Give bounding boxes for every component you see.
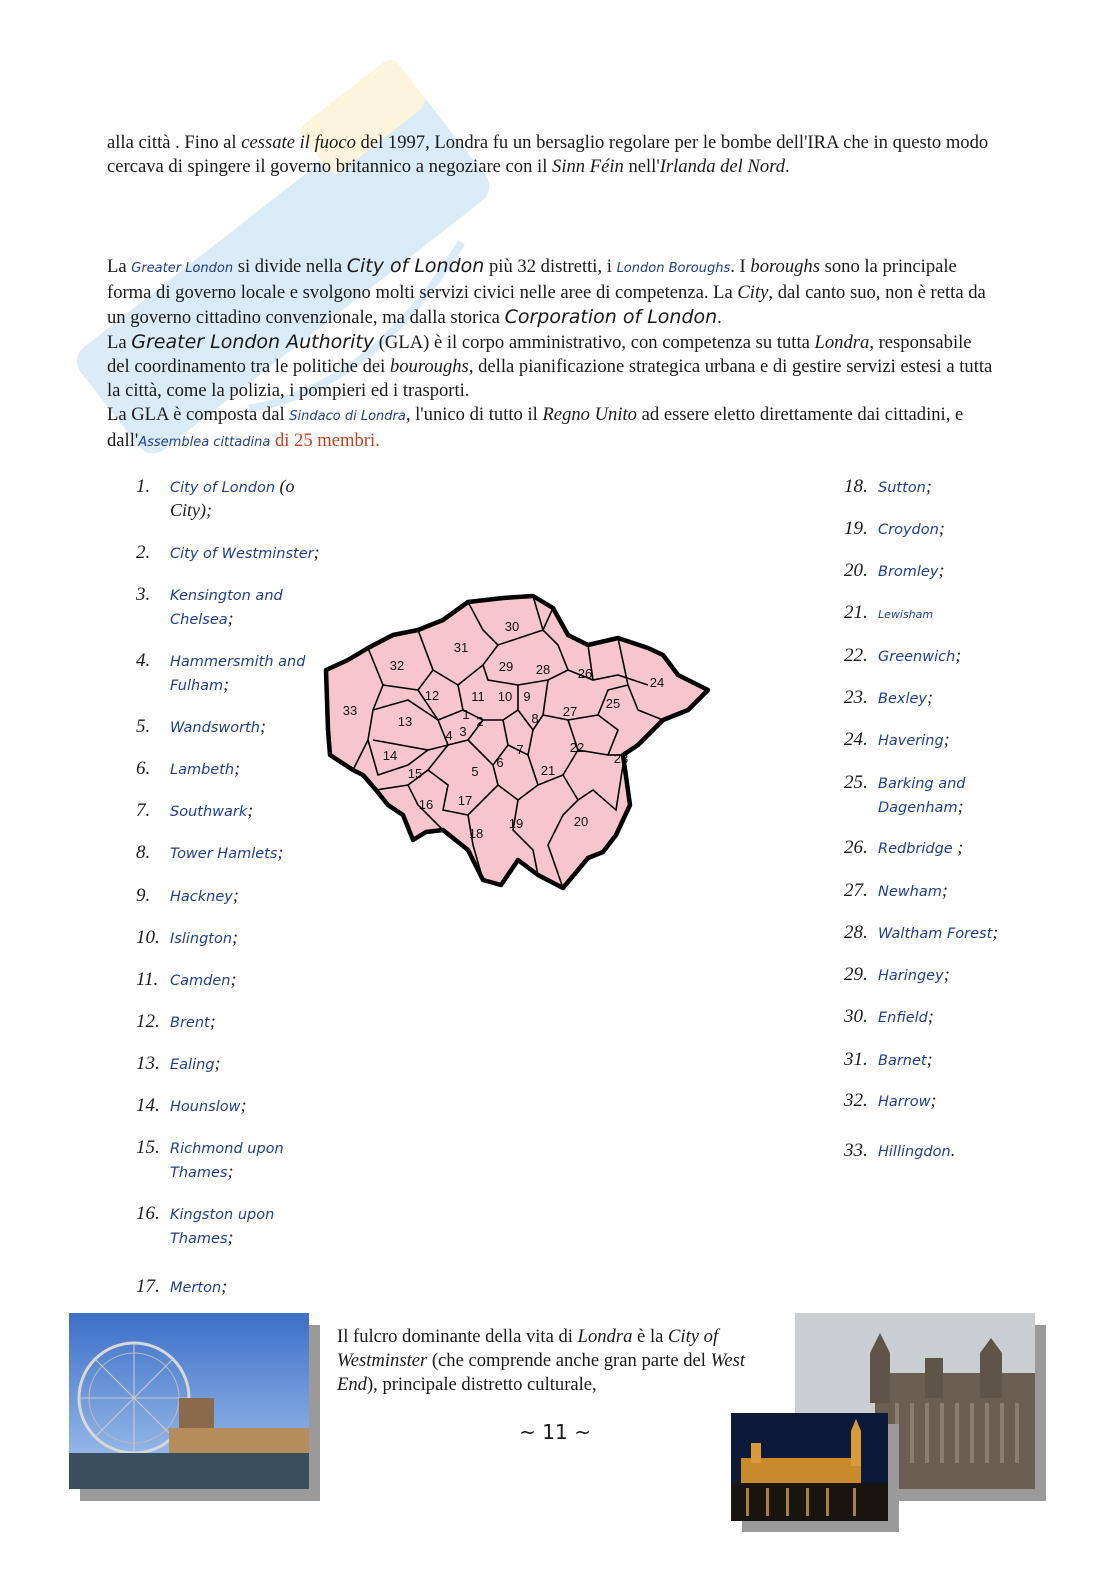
parliament-night-photo bbox=[731, 1413, 888, 1521]
map-label: 25 bbox=[605, 696, 621, 711]
borough-suffix: ; bbox=[925, 476, 932, 496]
map-label: 17 bbox=[457, 793, 473, 808]
map-label: 20 bbox=[573, 814, 589, 829]
borough-link[interactable]: Enfield bbox=[878, 1010, 928, 1026]
map-label: 32 bbox=[389, 658, 405, 673]
list-number: 22. bbox=[844, 645, 868, 666]
list-number: 17. bbox=[136, 1276, 160, 1297]
borough-suffix: ; bbox=[209, 1011, 216, 1031]
list-number: 28. bbox=[844, 922, 868, 943]
map-label: 30 bbox=[504, 619, 520, 634]
borough-suffix: ; bbox=[926, 1049, 933, 1069]
list-number: 9. bbox=[136, 885, 151, 906]
borough-link[interactable]: Southwark bbox=[170, 804, 248, 820]
list-number: 1. bbox=[136, 476, 151, 497]
list-number: 10. bbox=[136, 927, 160, 948]
map-label: 12 bbox=[424, 688, 440, 703]
list-number: 30. bbox=[844, 1006, 868, 1027]
list-number: 13. bbox=[136, 1053, 160, 1074]
borough-suffix: ; bbox=[926, 687, 933, 707]
borough-link[interactable]: Wandsworth bbox=[170, 720, 260, 736]
map-label: 3 bbox=[459, 724, 467, 739]
london-boroughs-link[interactable]: London Boroughs bbox=[616, 261, 731, 276]
list-number: 27. bbox=[844, 880, 868, 901]
borough-suffix: ; bbox=[952, 837, 964, 857]
list-number: 29. bbox=[844, 964, 868, 985]
borough-suffix: ; bbox=[957, 796, 964, 816]
list-number: 4. bbox=[136, 650, 151, 671]
map-label: 23 bbox=[613, 751, 629, 766]
borough-suffix: ; bbox=[214, 1053, 221, 1073]
governance-paragraph: La Greater London si divide nella City of London più 32 distretti, i London Boroughs. I boroughs sono la principale forma di governo locale e svolgono molti servizi civici nelle aree di competenza. La City, dal canto suo, non è retta da un governo cittadino convenzionale, ma dalla storica Corporation of London. La Greater London Authority (GLA) è il corpo amministrativo, con competenza su tutta Londra, responsabile del coordinamento tra le politiche dei bouroughs, della pianificazione strategica urbana e di gestire servizi estesi a tutta la città, come la polizia, i pompieri ed i trasporti. La GLA è composta dal Sindaco di Londra, l'unico di tutto il Regno Unito ad essere eletto direttamente dai cittadini, e dall'Assemblea cittadina di 25 membri. bbox=[107, 255, 993, 451]
list-number: 32. bbox=[844, 1090, 868, 1111]
borough-link[interactable]: Haringey bbox=[878, 968, 944, 984]
map-label: 16 bbox=[418, 797, 434, 812]
borough-suffix: ; bbox=[992, 922, 999, 942]
borough-suffix: ; bbox=[943, 964, 950, 984]
map-label: 8 bbox=[531, 711, 539, 726]
map-label: 15 bbox=[407, 766, 423, 781]
map-label: 33 bbox=[342, 703, 358, 718]
borough-suffix: ; bbox=[313, 542, 320, 562]
borough-suffix: ; bbox=[259, 716, 266, 736]
borough-link[interactable]: Brent bbox=[170, 1015, 210, 1031]
list-number: 5. bbox=[136, 716, 151, 737]
caption-paragraph: Il fulcro dominante della vita di Londra è la City of Westminster (che comprende anche gran parte del West End), principale distretto culturale, bbox=[337, 1326, 746, 1395]
borough-link[interactable]: Richmond upon Thames bbox=[170, 1141, 284, 1181]
map-label: 13 bbox=[397, 714, 413, 729]
map-label: 31 bbox=[453, 640, 469, 655]
list-number: 18. bbox=[844, 476, 868, 497]
borough-suffix: (o City); bbox=[170, 476, 295, 520]
borough-suffix: ; bbox=[221, 1276, 228, 1296]
borough-link[interactable]: Croydon bbox=[878, 522, 939, 538]
map-label: 26 bbox=[577, 666, 593, 681]
borough-suffix: ; bbox=[938, 518, 945, 538]
map-label: 4 bbox=[445, 728, 453, 743]
borough-suffix: ; bbox=[955, 645, 962, 665]
map-label: 22 bbox=[569, 740, 585, 755]
list-number: 25. bbox=[844, 772, 868, 793]
map-label: 29 bbox=[498, 659, 514, 674]
map-label: 11 bbox=[471, 689, 485, 704]
borough-suffix: ; bbox=[223, 674, 230, 694]
assemblea-link[interactable]: Assemblea cittadina bbox=[138, 435, 271, 450]
list-number: 31. bbox=[844, 1049, 868, 1070]
borough-link[interactable]: Ealing bbox=[170, 1057, 215, 1073]
map-label: 28 bbox=[535, 662, 551, 677]
borough-link[interactable]: Redbridge bbox=[878, 841, 953, 857]
borough-link[interactable]: Camden bbox=[170, 973, 231, 989]
map-label: 1 bbox=[462, 707, 470, 722]
intro-paragraph: alla città . Fino al cessate il fuoco del 1997, Londra fu un bersaglio regolare per le bombe dell'IRA che in questo modo cercava di spingere il governo britannico a negoziare con il Sinn Féin nell'Irlanda del Nord. bbox=[107, 132, 989, 177]
list-number: 24. bbox=[844, 729, 868, 750]
list-number: 8. bbox=[136, 842, 151, 863]
list-number: 20. bbox=[844, 560, 868, 581]
map-label: 27 bbox=[562, 704, 578, 719]
borough-link[interactable]: Bexley bbox=[878, 691, 927, 707]
list-number: 3. bbox=[136, 584, 151, 605]
borough-suffix: ; bbox=[927, 1006, 934, 1026]
borough-suffix: ; bbox=[930, 1090, 937, 1110]
borough-link[interactable]: Kingston upon Thames bbox=[170, 1207, 275, 1247]
london-boroughs-map bbox=[318, 590, 718, 900]
map-label: 14 bbox=[382, 748, 398, 763]
borough-link[interactable]: Barking and Dagenham bbox=[878, 776, 966, 816]
borough-suffix: ; bbox=[234, 758, 241, 778]
list-number: 11. bbox=[136, 969, 159, 990]
borough-suffix: . bbox=[950, 1140, 956, 1160]
borough-suffix: ; bbox=[938, 560, 945, 580]
borough-suffix: ; bbox=[232, 927, 239, 947]
map-label: 9 bbox=[523, 689, 531, 704]
borough-link[interactable]: Barnet bbox=[878, 1053, 927, 1069]
page-number: ~ 11 ~ bbox=[519, 1420, 591, 1444]
borough-suffix: ; bbox=[943, 729, 950, 749]
borough-suffix: ; bbox=[227, 608, 234, 628]
borough-link[interactable]: Sutton bbox=[878, 480, 926, 496]
map-label: 10 bbox=[497, 689, 513, 704]
borough-link[interactable]: Islington bbox=[170, 931, 233, 947]
borough-suffix: ; bbox=[230, 969, 237, 989]
borough-link[interactable]: Hillingdon bbox=[878, 1144, 951, 1160]
sindaco-link[interactable]: Sindaco di Londra bbox=[289, 409, 406, 424]
list-number: 19. bbox=[844, 518, 868, 539]
list-number: 6. bbox=[136, 758, 151, 779]
borough-link[interactable]: Greenwich bbox=[878, 649, 956, 665]
borough-link[interactable]: Lambeth bbox=[170, 762, 235, 778]
list-number: 23. bbox=[844, 687, 868, 708]
borough-link[interactable]: Kensington and Chelsea bbox=[170, 588, 283, 628]
borough-suffix: ; bbox=[227, 1161, 234, 1181]
map-label: 5 bbox=[471, 764, 479, 779]
borough-link[interactable]: City of Westminster bbox=[170, 546, 314, 562]
borough-link[interactable]: Hackney bbox=[170, 889, 233, 905]
borough-suffix: ; bbox=[277, 842, 284, 862]
map-label: 2 bbox=[476, 714, 484, 729]
list-number: 16. bbox=[136, 1203, 160, 1224]
borough-link[interactable]: Havering bbox=[878, 733, 944, 749]
list-number: 7. bbox=[136, 800, 151, 821]
map-label: 19 bbox=[508, 816, 524, 831]
borough-suffix: ; bbox=[240, 1095, 247, 1115]
borough-suffix: ; bbox=[941, 880, 948, 900]
list-number: 21. bbox=[844, 602, 868, 623]
map-label: 6 bbox=[496, 755, 504, 770]
borough-link[interactable]: Hammersmith and Fulham bbox=[170, 654, 306, 694]
borough-link[interactable]: Bromley bbox=[878, 564, 939, 580]
list-number: 15. bbox=[136, 1137, 160, 1158]
map-label: 24 bbox=[649, 675, 665, 690]
map-label: 18 bbox=[468, 826, 484, 841]
map-label: 21 bbox=[540, 763, 556, 778]
greater-london-link[interactable]: Greater London bbox=[131, 261, 234, 276]
borough-link[interactable]: Merton bbox=[170, 1280, 222, 1296]
borough-link[interactable]: Lewisham bbox=[878, 608, 934, 621]
list-number: 14. bbox=[136, 1095, 160, 1116]
list-number: 33. bbox=[844, 1140, 868, 1161]
borough-suffix: ; bbox=[227, 1227, 234, 1247]
list-number: 2. bbox=[136, 542, 151, 563]
borough-link[interactable]: Hounslow bbox=[170, 1099, 241, 1115]
borough-link[interactable]: Tower Hamlets bbox=[170, 846, 278, 862]
list-number: 26. bbox=[844, 837, 868, 858]
borough-link[interactable]: City of London bbox=[170, 480, 276, 496]
borough-suffix: ; bbox=[232, 885, 239, 905]
map-label: 7 bbox=[516, 742, 524, 757]
london-eye-photo bbox=[69, 1313, 309, 1489]
borough-link[interactable]: Harrow bbox=[878, 1094, 931, 1110]
borough-suffix: ; bbox=[247, 800, 254, 820]
borough-link[interactable]: Waltham Forest bbox=[878, 926, 993, 942]
list-number: 12. bbox=[136, 1011, 160, 1032]
borough-link[interactable]: Newham bbox=[878, 884, 942, 900]
